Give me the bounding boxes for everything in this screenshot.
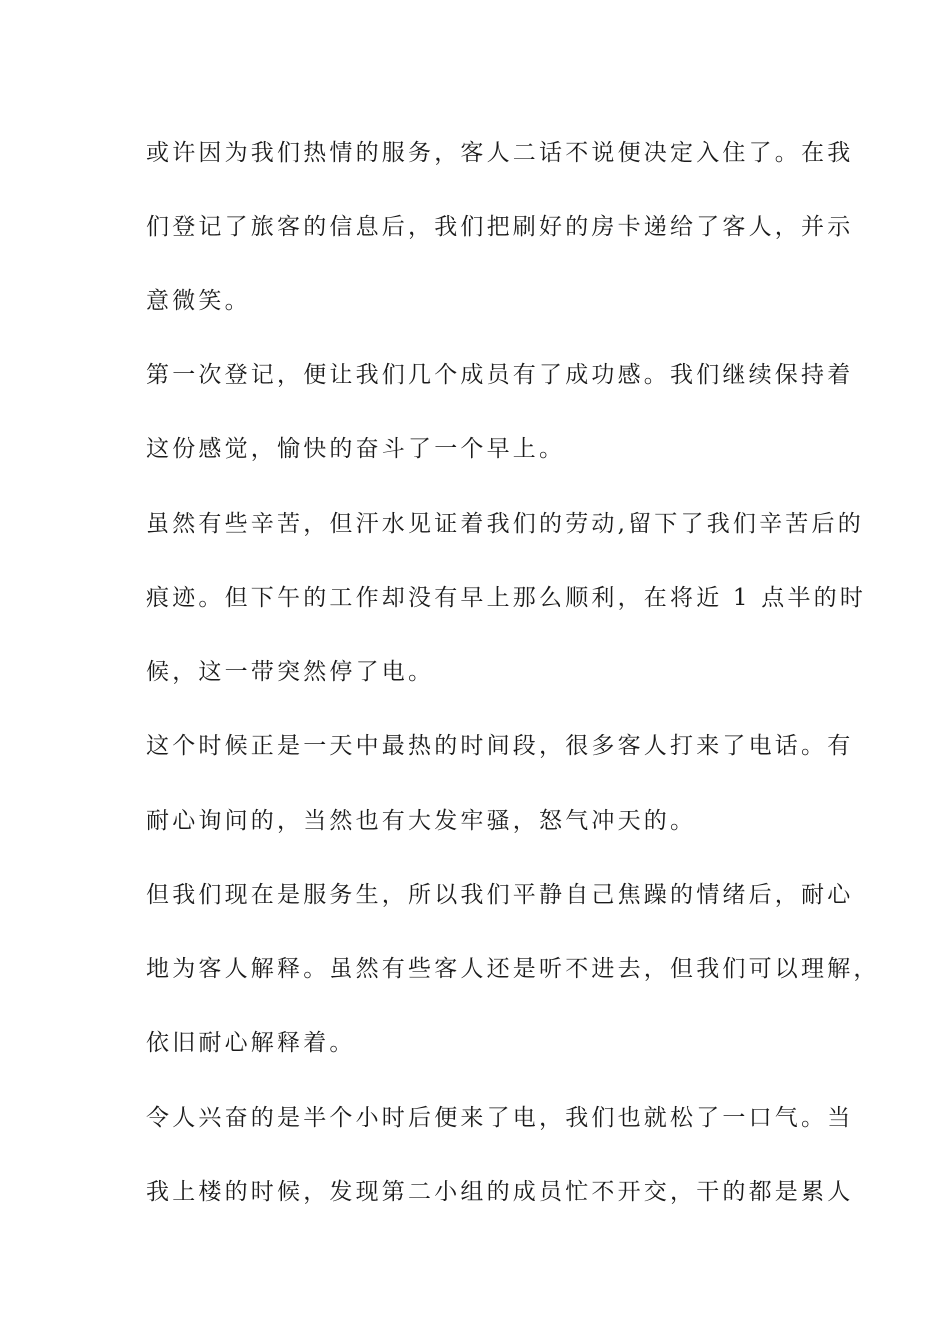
text-line: 依旧耐心解释着。 [146, 1030, 356, 1056]
text-line: 但我们现在是服务生，所以我们平静自己焦躁的情绪后，耐心 [146, 882, 854, 908]
text-line: 虽然有些辛苦，但汗水见证着我们的劳动,留下了我们辛苦后的 [146, 511, 864, 537]
text-line: 地为客人解释。虽然有些客人还是听不进去，但我们可以理解， [146, 956, 880, 982]
text-line: 我上楼的时候，发现第二小组的成员忙不开交，干的都是累人 [146, 1179, 854, 1205]
text-line: 候，这一带突然停了电。 [146, 659, 435, 685]
text-line: 第一次登记，便让我们几个成员有了成功感。我们继续保持着 [146, 362, 854, 388]
text-line: 们登记了旅客的信息后，我们把刷好的房卡递给了客人，并示 [146, 214, 854, 240]
text-line: 这份感觉，愉快的奋斗了一个早上。 [146, 436, 566, 462]
text-line: 或许因为我们热情的服务，客人二话不说便决定入住了。在我 [146, 140, 854, 166]
text-line: 这个时候正是一天中最热的时间段，很多客人打来了电话。有 [146, 733, 854, 759]
text-line: 痕迹。但下午的工作却没有早上那么顺利，在将近 1 点半的时 [146, 585, 867, 611]
text-line: 耐心询问的，当然也有大发牢骚，怒气冲天的。 [146, 808, 697, 834]
text-line: 意微笑。 [146, 288, 251, 314]
text-line: 令人兴奋的是半个小时后便来了电，我们也就松了一口气。当 [146, 1105, 854, 1131]
